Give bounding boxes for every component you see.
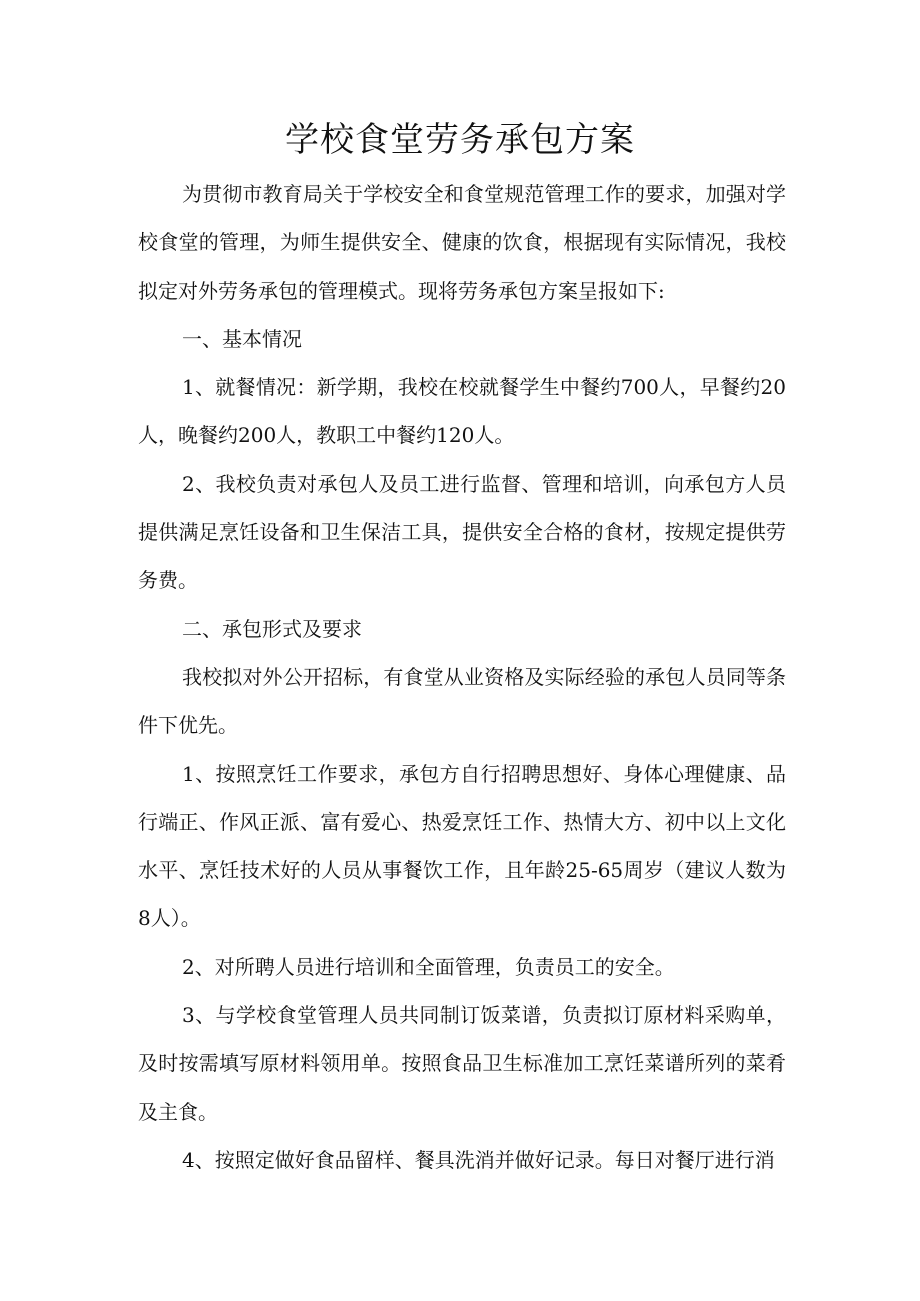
paragraph-dining-info: 1、就餐情况：新学期，我校在校就餐学生中餐约700人，早餐约20人，晚餐约200人，教职工中餐约120人。: [138, 375, 786, 448]
section-heading-contract-form: 二、承包形式及要求: [182, 616, 362, 641]
paragraph-tender: 我校拟对外公开招标，有食堂从业资格及实际经验的承包人员同等条件下优先。: [138, 664, 786, 738]
section-heading-basic-info: 一、基本情况: [182, 326, 302, 351]
document-body: [138, 170, 786, 1184]
paragraph-menu-planning: 3、与学校食堂管理人员共同制订饭菜谱，负责拟订原材料采购单，及时按需填写原材料领用单。按照食品卫生标准加工烹饪菜谱所列的菜肴及主食。: [138, 1003, 786, 1124]
paragraph-school-duties: 2、我校负责对承包人及员工进行监督、管理和培训，向承包方人员提供满足烹饪设备和卫生保洁工具，提供安全合格的食材，按规定提供劳务费。: [138, 471, 786, 593]
paragraph-staff-recruitment: 1、按照烹饪工作要求，承包方自行招聘思想好、身体心理健康、品行端正、作风正派、富有爱心、热爱烹饪工作、热情大方、初中以上文化水平、烹饪技术好的人员从事餐饮工作，且年龄25-65周岁（建议人数为8人）。: [138, 761, 786, 931]
paragraph-food-samples: 4、按照定做好食品留样、餐具洗消并做好记录。每日对餐厅进行消: [182, 1147, 775, 1172]
document-title: 学校食堂劳务承包方案: [285, 120, 635, 160]
paragraph-intro: 为贯彻市教育局关于学校安全和食堂规范管理工作的要求，加强对学校食堂的管理，为师生提供安全、健康的饮食，根据现有实际情况，我校拟定对外劳务承包的管理模式。现将劳务承包方案呈报如下:: [138, 182, 786, 303]
paragraph-staff-training: 2、对所聘人员进行培训和全面管理，负责员工的安全。: [182, 954, 675, 979]
